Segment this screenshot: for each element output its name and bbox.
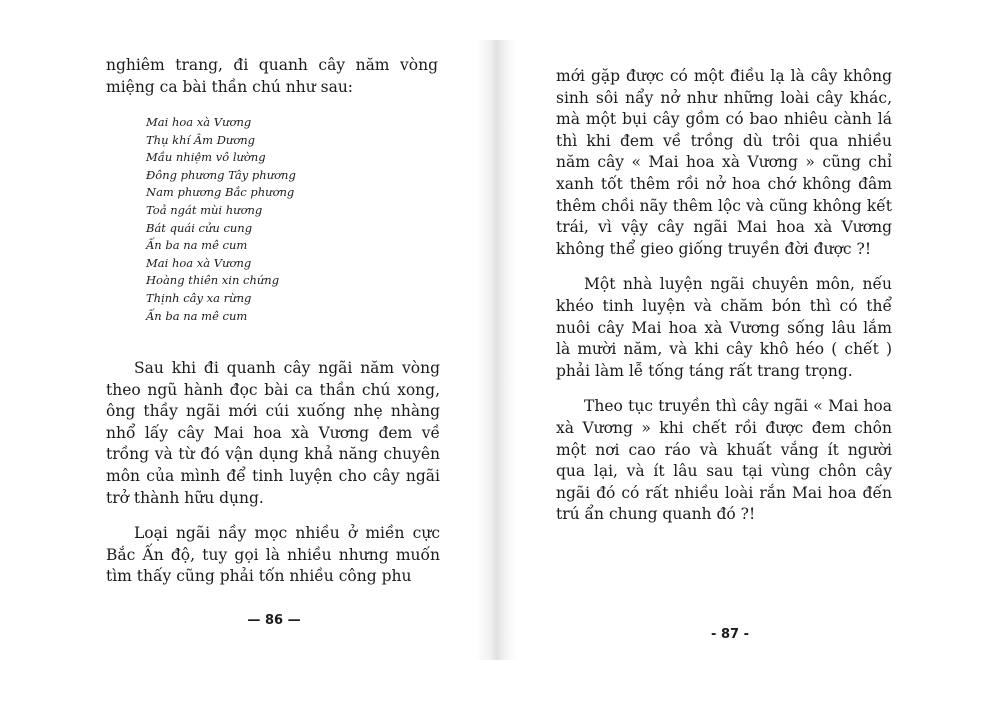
page-number-right: - 87 - [711, 627, 749, 642]
chant-line: Nam phương Bắc phương [146, 185, 295, 200]
right-page [494, 0, 994, 702]
chant-line: Thụ khí Âm Dương [146, 132, 256, 147]
chant-verse [146, 114, 386, 325]
body-paragraph: Loại ngãi nầy mọc nhiều ở miền cực Bắc Ấn độ, tuy gọi là nhiều nhưng muốn tìm thấy cũng phải tốn nhiều công phu [106, 524, 440, 586]
body-paragraph: Theo tục truyền thì cây ngãi « Mai hoa xà Vương » khi chết rồi được đem chôn một nơi cao ráo và khuất vắng ít người qua lại, và ít lâu sau tại vùng chôn cây ngãi đó có rất nhiều loài rắn Mai hoa đến trú ẩn chung quanh đó ?! [556, 397, 892, 524]
intro-paragraph: nghiêm trang, đi quanh cây năm vòng miệng ca bài thần chú như sau: [106, 56, 438, 96]
chant-line: Mai hoa xà Vương [146, 255, 252, 270]
body-paragraph: Sau khi đi quanh cây ngãi năm vòng theo ngũ hành đọc bài ca thần chú xong, ông thầy ngãi mới cúi xuống nhẹ nhàng nhổ lấy cây Mai hoa xà Vương đem về trồng và từ đó vận dụng khả năng chuyên môn của mình để tinh luyện cho cây ngãi trở thành hữu dụng. [106, 359, 440, 507]
chant-line: Mầu nhiệm vô lường [146, 150, 266, 165]
chant-line: Đông phương Tây phương [146, 167, 296, 182]
left-page [0, 0, 494, 702]
chant-line: Mai hoa xà Vương [146, 115, 252, 129]
body-paragraph: mới gặp được có một điều lạ là cây không sinh sôi nẩy nở như những loài cây khác, mà một bụi cây gồm có bao nhiêu cành lá thì khi đem về trồng dù trôi qua nhiều năm cây « Mai hoa xà Vương » cũng chỉ xanh tốt thêm rồi nở hoa chớ không đâm thêm chồi nãy thêm lộc và cũng không kết trái, vì vậy cây ngãi Mai hoa xà Vương không thể gieo giống truyền đời được ?! [556, 67, 892, 258]
chant-line: Ấn ba na mê cum [146, 308, 248, 323]
chant-line: Bát quái cửu cung [146, 220, 253, 235]
body-paragraph: Một nhà luyện ngãi chuyên môn, nếu khéo tinh luyện và chăm bón thì có thể nuôi cây Mai hoa xà Vương sống lâu lắm là mười năm, và khi cây khô héo ( chết ) phải làm lễ tống táng rất trang trọng. [556, 275, 892, 380]
left-body [106, 358, 440, 588]
page-number-left: — 86 — [247, 613, 301, 628]
chant-line: Ấn ba na mê cum [146, 238, 248, 253]
chant-line: Hoàng thiên xin chứng [146, 273, 280, 288]
left-intro [106, 55, 438, 98]
chant-line: Thịnh cây xa rừng [146, 290, 252, 305]
chant-line: Toả ngát mùi hương [146, 202, 263, 217]
right-body [556, 66, 892, 540]
